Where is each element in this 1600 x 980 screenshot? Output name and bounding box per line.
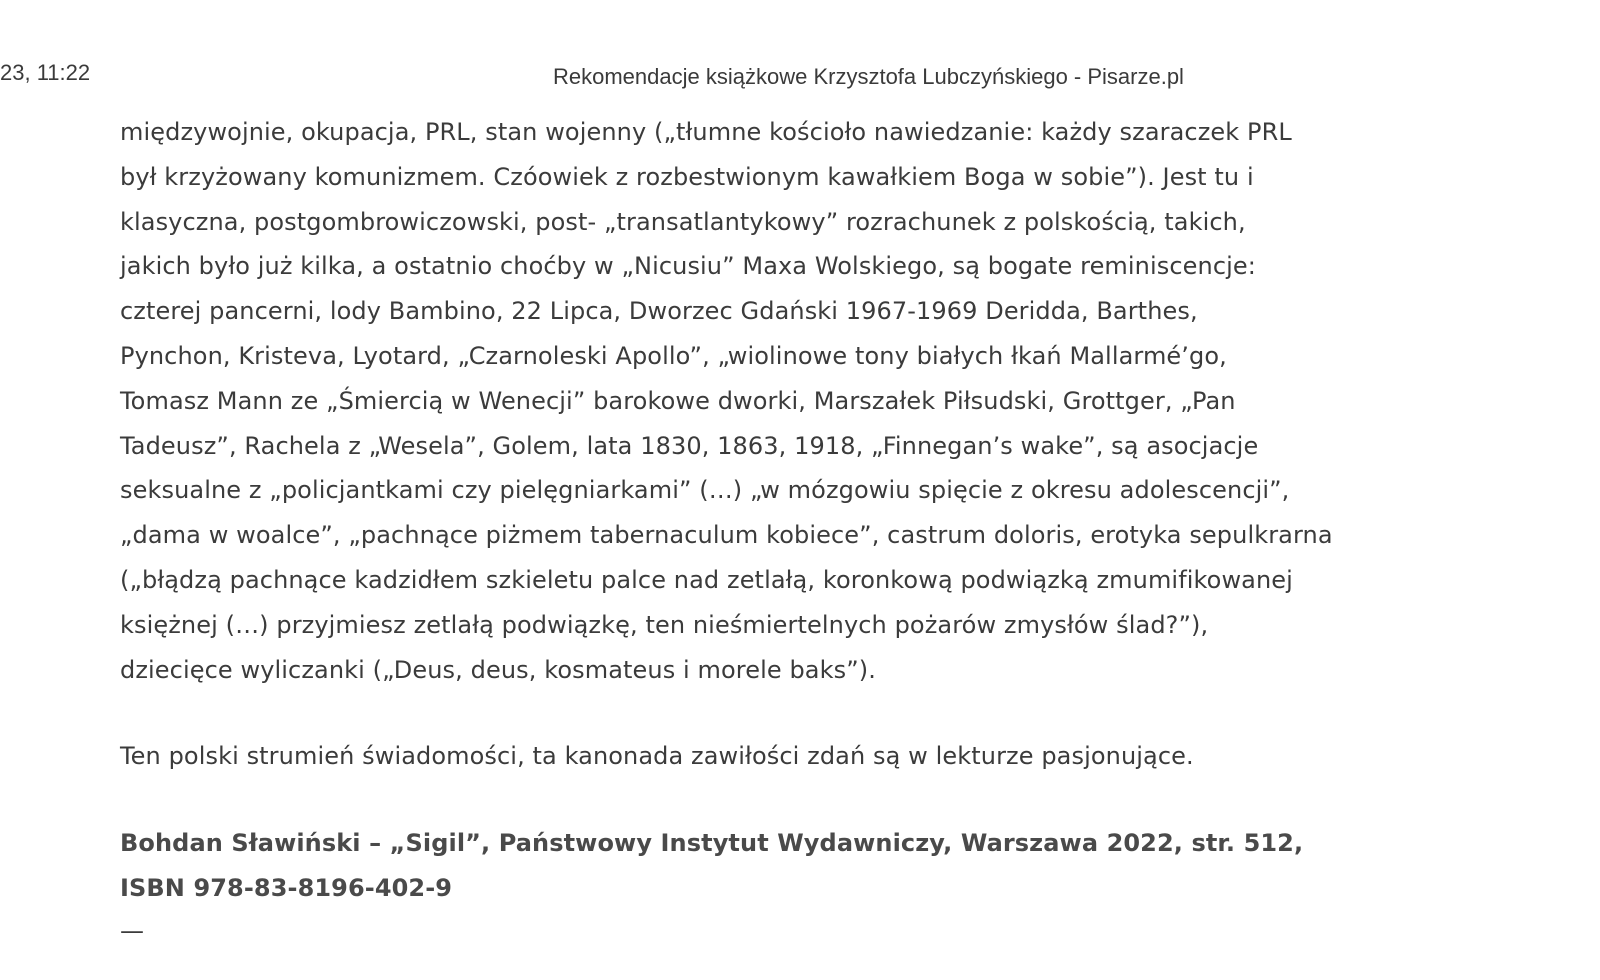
text-line: Tomasz Mann ze „Śmiercią w Wenecji” barokowe dworki, Marszałek Piłsudski, Grottger, „Pan <box>120 386 1236 415</box>
text-line: był krzyżowany komunizmem. Czóowiek z rozbestwionym kawałkiem Boga w sobie”). Jest tu i <box>120 162 1254 191</box>
text-line: „dama w woalce”, „pachnące piżmem tabernaculum kobiece”, castrum doloris, erotyka sepulkrarna <box>120 521 1333 550</box>
book-citation <box>120 821 1450 911</box>
text-line: jakich było już kilka, a ostatnio choćby w „Nicusiu” Maxa Wolskiego, są bogate reminiscencje: <box>120 252 1256 281</box>
article-body <box>120 110 1450 951</box>
paragraph-spacer <box>120 779 1450 821</box>
text-line: dziecięce wyliczanki („Deus, deus, kosmateus i morele baks”). <box>120 655 876 684</box>
paragraph-spacer <box>120 692 1450 734</box>
text-line: czterej pancerni, lody Bambino, 22 Lipca, Dworzec Gdański 1967-1969 Deridda, Barthes, <box>120 297 1198 326</box>
isbn-line: ISBN 978-83-8196-402-9 <box>120 873 453 902</box>
text-line: („błądzą pachnące kadzidłem szkieletu palce nad zetlałą, koronkową podwiązką zmumifikowanej <box>120 565 1293 594</box>
closing-dash: — <box>120 916 144 945</box>
paragraph-2: Ten polski strumień świadomości, ta kanonada zawiłości zdań są w lekturze pasjonujące. <box>120 742 1194 771</box>
print-date: 23, 11:22 <box>0 60 91 85</box>
text-line: klasyczna, postgombrowiczowski, post- „transatlantykowy” rozrachunek z polskością, takich, <box>120 207 1246 236</box>
text-line: Pynchon, Kristeva, Lyotard, „Czarnoleski Apollo”, „wiolinowe tony białych łkań Mallarmé’go, <box>120 341 1227 370</box>
print-header-title: Rekomendacje książkowe Krzysztofa Lubczyńskiego - Pisarze.pl <box>553 64 1184 89</box>
text-line: Tadeusz”, Rachela z „Wesela”, Golem, lata 1830, 1863, 1918, „Finnegan’s wake”, są asocjacje <box>120 431 1259 460</box>
text-line: międzywojnie, okupacja, PRL, stan wojenny („tłumne kościoło nawiedzanie: każdy szaraczek PRL <box>120 118 1292 146</box>
text-line: księżnej (…) przyjmiesz zetlałą podwiązkę, ten nieśmiertelnych pożarów zmysłów ślad?”), <box>120 610 1209 639</box>
citation-line: Bohdan Sławiński – „Sigil”, Państwowy Instytut Wydawniczy, Warszawa 2022, str. 512, <box>120 829 1304 858</box>
text-line: seksualne z „policjantkami czy pielęgniarkami” (…) „w mózgowiu spięcie z okresu adolescencji”, <box>120 476 1290 505</box>
paragraph-1 <box>120 110 1450 692</box>
